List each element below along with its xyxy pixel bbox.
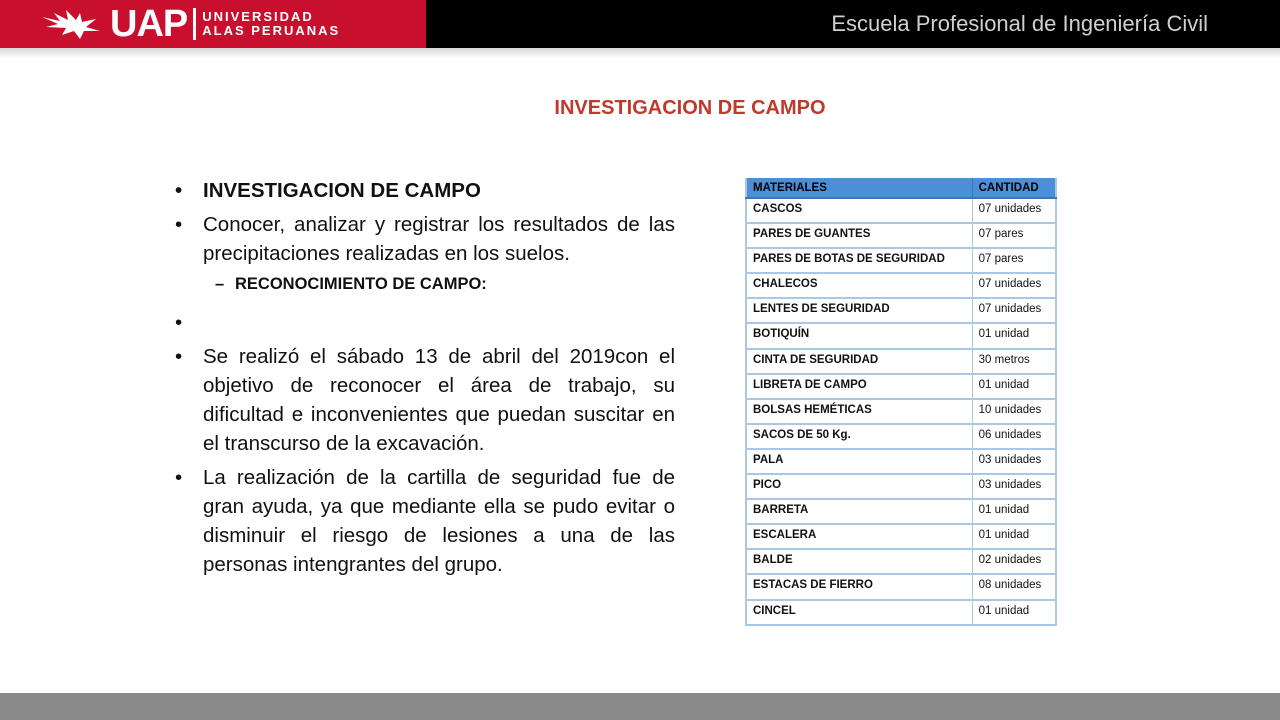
table-row [746,600,1056,625]
quantity-cell: 30 metros [972,349,1056,374]
bullet-heading: • INVESTIGACION DE CAMPO [175,176,675,205]
material-cell: PALA [746,449,972,474]
table-row [746,549,1056,574]
quantity-cell: 01 unidad [972,524,1056,549]
table-row [746,298,1056,323]
table-row [746,273,1056,298]
quantity-cell: 07 unidades [972,298,1056,323]
quantity-cell: 01 unidad [972,600,1056,625]
material-cell: ESCALERA [746,524,972,549]
material-cell: LIBRETA DE CAMPO [746,374,972,399]
sub-bullet-reconocimiento: – RECONOCIMIENTO DE CAMPO: [175,273,675,295]
slide-title: INVESTIGACION DE CAMPO [554,97,826,119]
material-cell: BALDE [746,549,972,574]
table-row [746,198,1056,223]
table-row [746,374,1056,399]
table-row [746,248,1056,273]
bullet-cartilla: • La realización de la cartilla de seguridad fue de gran ayuda, ya que mediante ella se pudo evitar o disminuir el riesgo de lesiones a una de las personas intengrantes del grupo. [175,463,675,579]
footer-bar [0,693,1280,720]
university-name [202,10,340,38]
table-header-row [746,178,1056,198]
table-row [746,223,1056,248]
quantity-cell: 01 unidad [972,499,1056,524]
quantity-cell: 07 unidades [972,198,1056,223]
bullet-empty [175,308,675,337]
quantity-cell: 06 unidades [972,424,1056,449]
header-cantidad: CANTIDAD [972,178,1056,198]
material-cell: CHALECOS [746,273,972,298]
material-cell: CASCOS [746,198,972,223]
quantity-cell: 02 unidades [972,549,1056,574]
material-cell: CINTA DE SEGURIDAD [746,349,972,374]
material-cell: BOTIQUÍN [746,323,972,348]
quantity-cell: 07 unidades [972,273,1056,298]
table-row [746,574,1056,599]
quantity-cell: 01 unidad [972,374,1056,399]
table-row [746,349,1056,374]
material-cell: BOLSAS HEMÉTICAS [746,399,972,424]
quantity-cell: 08 unidades [972,574,1056,599]
material-cell: PICO [746,474,972,499]
university-line-2: ALAS PERUANAS [202,23,341,38]
materials-table [745,178,1057,626]
quantity-cell: 01 unidad [972,323,1056,348]
bullet-fecha: • Se realizó el sábado 13 de abril del 2019con el objetivo de reconocer el área de trabajo, su dificultad e inconvenientes que puedan suscitar en el transcurso de la excavación. [175,342,675,458]
quantity-cell: 03 unidades [972,474,1056,499]
quantity-cell: 07 pares [972,248,1056,273]
bullet-content [175,176,675,584]
table-row [746,499,1056,524]
table-row [746,474,1056,499]
school-name: Escuela Profesional de Ingeniería Civil [831,11,1208,36]
table-row [746,449,1056,474]
header-bar [0,0,1280,48]
table-body [746,198,1056,625]
bullet-objective: • Conocer, analizar y registrar los resultados de las precipitaciones realizadas en los suelos. [175,210,675,268]
material-cell: SACOS DE 50 Kg. [746,424,972,449]
brand-name: UAP [110,3,188,45]
material-cell: PARES DE BOTAS DE SEGURIDAD [746,248,972,273]
quantity-cell: 07 pares [972,223,1056,248]
material-cell: ESTACAS DE FIERRO [746,574,972,599]
header-materiales: MATERIALES [746,178,972,198]
table-row [746,399,1056,424]
university-logo [0,0,426,48]
university-line-1: UNIVERSIDAD [202,9,314,24]
table-row [746,424,1056,449]
table-row [746,323,1056,348]
quantity-cell: 03 unidades [972,449,1056,474]
material-cell: PARES DE GUANTES [746,223,972,248]
condor-icon [40,7,104,41]
logo-divider [193,8,196,40]
material-cell: BARRETA [746,499,972,524]
quantity-cell: 10 unidades [972,399,1056,424]
material-cell: LENTES DE SEGURIDAD [746,298,972,323]
material-cell: CINCEL [746,600,972,625]
header-shadow [0,48,1280,58]
table-row [746,524,1056,549]
